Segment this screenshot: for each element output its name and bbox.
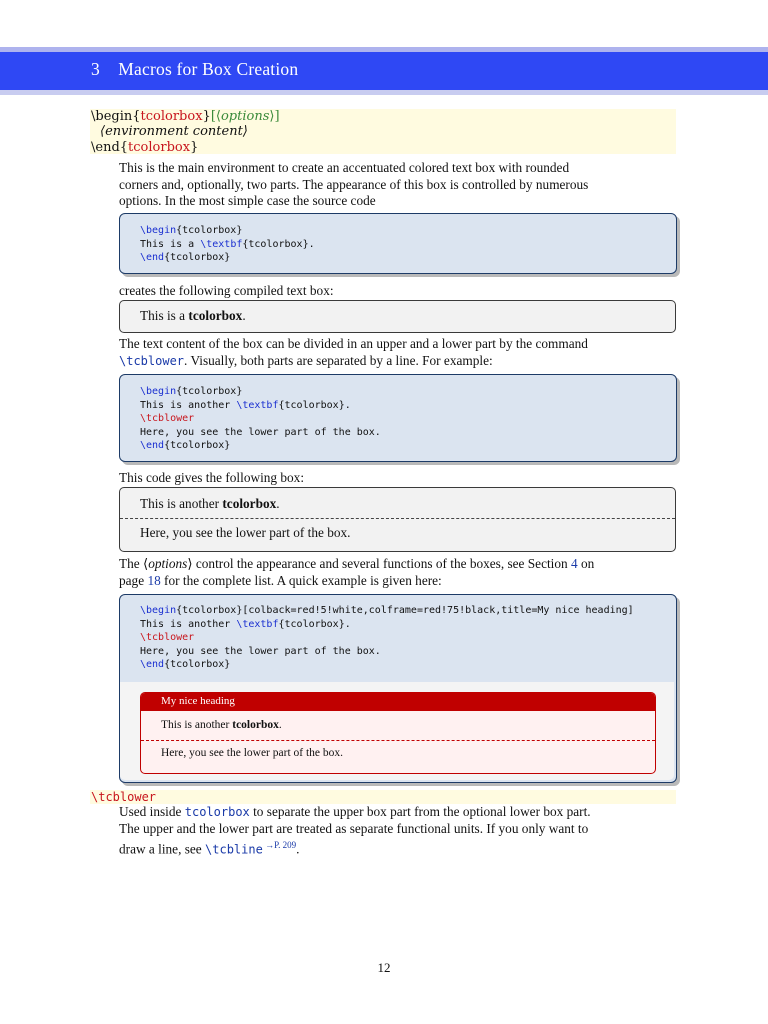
output-upper-text: This is another tcolorbox. (161, 719, 282, 731)
output-text: This is a tcolorbox. (140, 308, 246, 323)
paragraph-tcblower: The text content of the box can be divided in an upper and a lower part by the command \tcblower. Visually, both parts are separated by a line. For example: (119, 336, 588, 368)
box-title: My nice heading (161, 695, 235, 707)
code-example-2 (119, 374, 677, 462)
code-example-1 (119, 213, 677, 274)
code-listing: \begin{tcolorbox} This is another \textbf{tcolorbox}. \tcblower Here, you see the lower part of the box. \end{tcolorbox} (140, 386, 381, 452)
code-listing: \begin{tcolorbox}[colback=red!5!white,colframe=red!75!black,title=My nice heading] This is another \textbf{tcolorbox}. \tcblower Here, you see the lower part of the box. \end{tcolorbox} (140, 605, 634, 671)
part-separator (120, 518, 675, 519)
tcblower-ref[interactable]: \tcblower (119, 353, 185, 368)
output-box-2 (119, 487, 676, 552)
page-link[interactable]: 18 (147, 572, 161, 588)
environment-signature (90, 109, 676, 154)
intro-paragraph: This is the main environment to create an accentuated colored text box with rounded corners and, optionally, two parts. The appearance of this box is controlled by numerous options. In the most simple case the source code (119, 160, 589, 208)
page-number: 12 (377, 960, 391, 975)
output-upper-text: This is another tcolorbox. (140, 496, 280, 511)
box-title-bar (141, 693, 655, 711)
section-number: 3 (91, 59, 100, 79)
macro-name: \tcblower (91, 790, 157, 804)
gives-text: This code gives the following box: (119, 470, 305, 485)
tcolorbox-ref[interactable]: tcolorbox (184, 805, 250, 819)
colored-example-box (140, 692, 656, 774)
env-content-line: ⟨environment content⟩ (100, 124, 248, 139)
env-end-line: \end{tcolorbox} (91, 140, 199, 155)
section-title-text: Macros for Box Creation (118, 59, 299, 79)
paragraph-options: The ⟨options⟩ control the appearance and several functions of the boxes, see Section 4 on page 18 for the complete list. A quick example is given here: (119, 556, 595, 588)
section-title (91, 59, 298, 80)
env-begin-line: \begin{tcolorbox}[⟨options⟩] (91, 109, 280, 124)
code-example-3 (119, 594, 677, 783)
paragraph-tcblower-desc: Used inside tcolorbox to separate the upper box part from the optional lower box part. The upper and the lower part are treated as separate functional units. If you only want to draw a line, see \tcbline $^{\to P. 209}$. (119, 804, 591, 857)
tcbline-ref[interactable]: \tcbline (205, 842, 263, 857)
code-listing: \begin{tcolorbox} This is a \textbf{tcolorbox}. \end{tcolorbox} (140, 225, 315, 264)
output-lower-text: Here, you see the lower part of the box. (161, 747, 344, 759)
macro-signature (90, 790, 676, 804)
page-ref-link[interactable]: →P. 209 (262, 840, 297, 850)
output-lower-text: Here, you see the lower part of the box. (140, 525, 351, 540)
creates-text: creates the following compiled text box: (119, 283, 334, 298)
part-separator (141, 740, 655, 741)
output-box-1 (119, 300, 676, 333)
section-link[interactable]: 4 (571, 556, 578, 571)
